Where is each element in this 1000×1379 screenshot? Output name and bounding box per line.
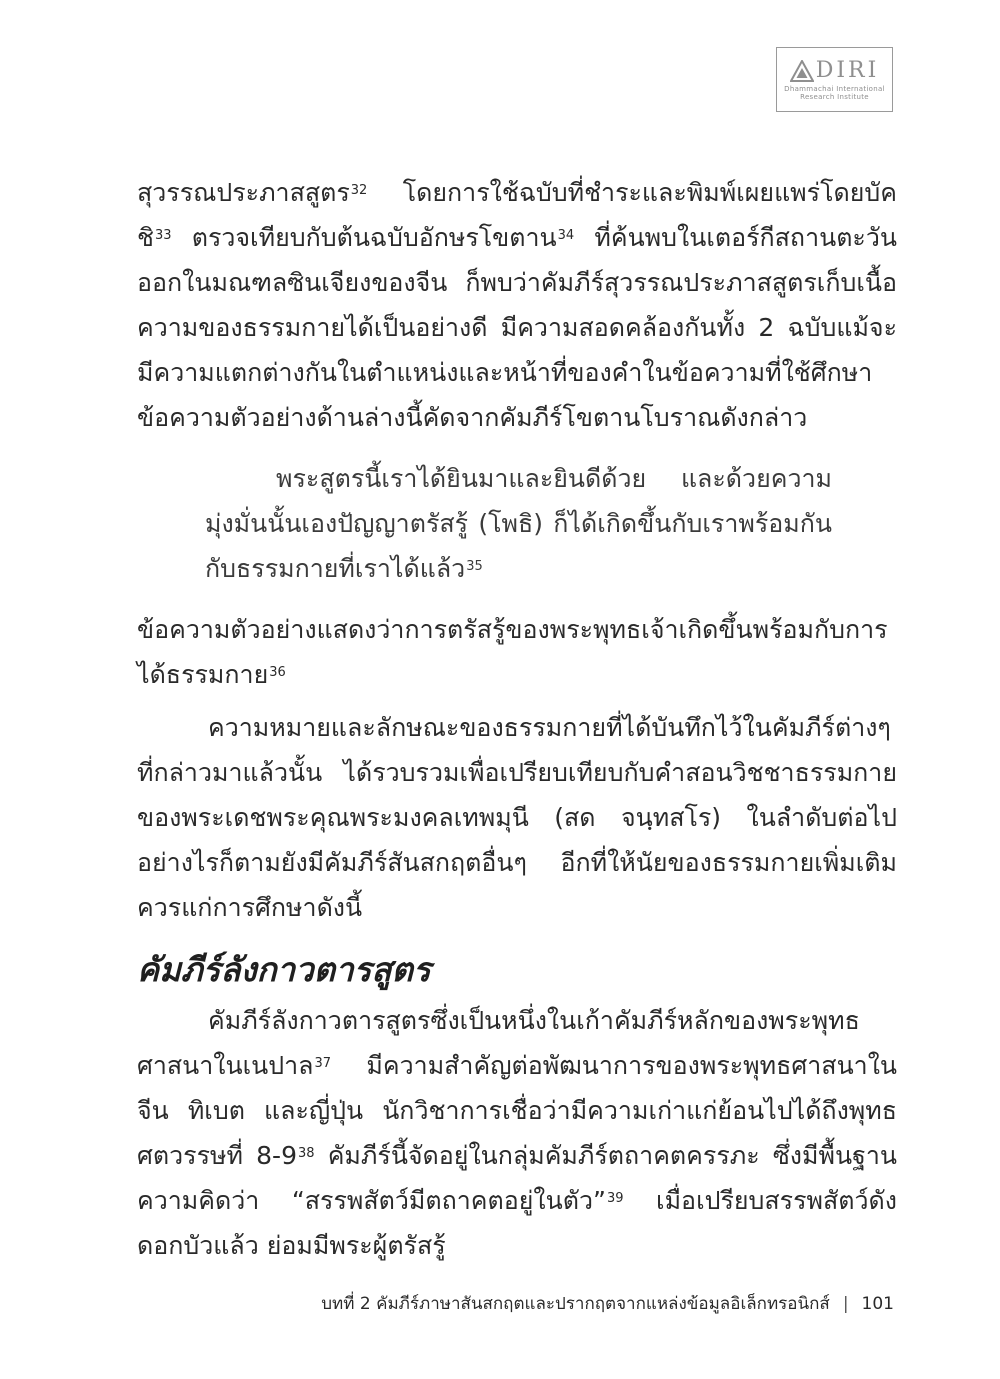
triangle-emblem-icon (790, 60, 814, 82)
paragraph-3: ความหมายและลักษณะของธรรมกายที่ได้บันทึกไว้ในคัมภีร์ต่างๆ ที่กล่าวมาแล้วนั้น ได้รวบรวมเพื่อเปรียบเทียบกับคำสอนวิชชาธรรมกายของพระเดชพระคุณพระมงคลเทพมุนี (สด จนฺทสโร) ในลำดับต่อไป อย่างไรก็ตามยังมีคัมภีร์สันสกฤตอื่นๆ อีกที่ให้นัยของธรรมกายเพิ่มเติมควรแก่การศึกษาดังนี้ (137, 713, 897, 922)
text-run: ข้อความตัวอย่างแสดงว่าการตรัสรู้ของพระพุทธเจ้าเกิดขึ้นพร้อมกับการได้ธรรมกาย (137, 615, 888, 689)
footnote-ref-38: 38 (297, 1146, 315, 1161)
footnote-ref-36: 36 (269, 665, 286, 680)
logo-subtitle-1: Dhammachai International (784, 85, 885, 93)
page-number: 101 (861, 1294, 894, 1314)
text-run: เมื่อเปรียบสรรพสัตว์ดังดอกบัวแล้ว ย่อมมีพระผู้ตรัสรู้ (137, 1186, 897, 1260)
text-run: คัมภีร์ลังกาวตารสูตรซึ่งเป็นหนึ่งในเก้าคัมภีร์หลักของพระพุทธศาสนาในเนปาล (137, 1006, 860, 1080)
page-footer (200, 1292, 894, 1316)
footnote-ref-35: 35 (466, 559, 483, 574)
logo-subtitle-2: Research Institute (800, 93, 869, 101)
footnote-ref-37: 37 (314, 1056, 331, 1071)
page-body (137, 170, 897, 1268)
section-heading: คัมภีร์ลังกาวตารสูตร (137, 950, 431, 989)
paragraph-1 (137, 170, 897, 440)
text-run: สุวรรณประภาสสูตร (137, 178, 350, 207)
text-run: โดยการใช้ฉบับที่ชำระและพิมพ์เผยแพร่โดยบัคชิ (137, 178, 897, 252)
diri-logo (776, 47, 893, 112)
footnote-ref-32: 32 (350, 183, 368, 198)
paragraph-2 (137, 607, 897, 697)
text-run: ตรวจเทียบกับต้นฉบับอักษรโขตาน (171, 223, 557, 252)
block-quote (205, 456, 832, 591)
paragraph-4 (137, 998, 897, 1268)
quote-text: พระสูตรนี้เราได้ยินมาและยินดีด้วย และด้วยความมุ่งมั่นนั้นเองปัญญาตรัสรู้ (โพธิ) ก็ได้เกิดขึ้นกับเราพร้อมกันกับธรรมกายที่เราได้แล้ว (205, 464, 832, 583)
footer-separator: | (842, 1294, 849, 1314)
footnote-ref-33: 33 (154, 228, 172, 243)
text-run: มีความสำคัญต่อพัฒนาการของพระพุทธศาสนาในจีน ทิเบต และญี่ปุ่น นักวิชาการเชื่อว่ามีความเก่าแก่ย้อนไปได้ถึงพุทธศตวรรษที่ 8-9 (137, 1051, 897, 1170)
logo-name: DIRI (815, 58, 880, 83)
chapter-title: บทที่ 2 คัมภีร์ภาษาสันสกฤตและปรากฤตจากแหล่งข้อมูลอิเล็กทรอนิกส์ (321, 1294, 830, 1314)
footnote-ref-34: 34 (557, 228, 575, 243)
text-run: คัมภีร์นี้จัดอยู่ในกลุ่มคัมภีร์ตถาคตครรภะ ซึ่งมีพื้นฐานความคิดว่า “สรรพสัตว์มีตถาคตอยู่ในตัว” (137, 1141, 897, 1215)
text-run: ที่ค้นพบในเตอร์กีสถานตะวันออกในมณฑลซินเจียงของจีน ก็พบว่าคัมภีร์สุวรรณประภาสสูตรเก็บเนื้อความของธรรมกายได้เป็นอย่างดี มีความสอดคล้องกันทั้ง 2 ฉบับแม้จะมีความแตกต่างกันในตำแหน่งและหน้าที่ของคำในข้อความที่ใช้ศึกษา ข้อความตัวอย่างด้านล่างนี้คัดจากคัมภีร์โขตานโบราณดังกล่าว (137, 223, 897, 432)
footnote-ref-39: 39 (606, 1191, 624, 1206)
